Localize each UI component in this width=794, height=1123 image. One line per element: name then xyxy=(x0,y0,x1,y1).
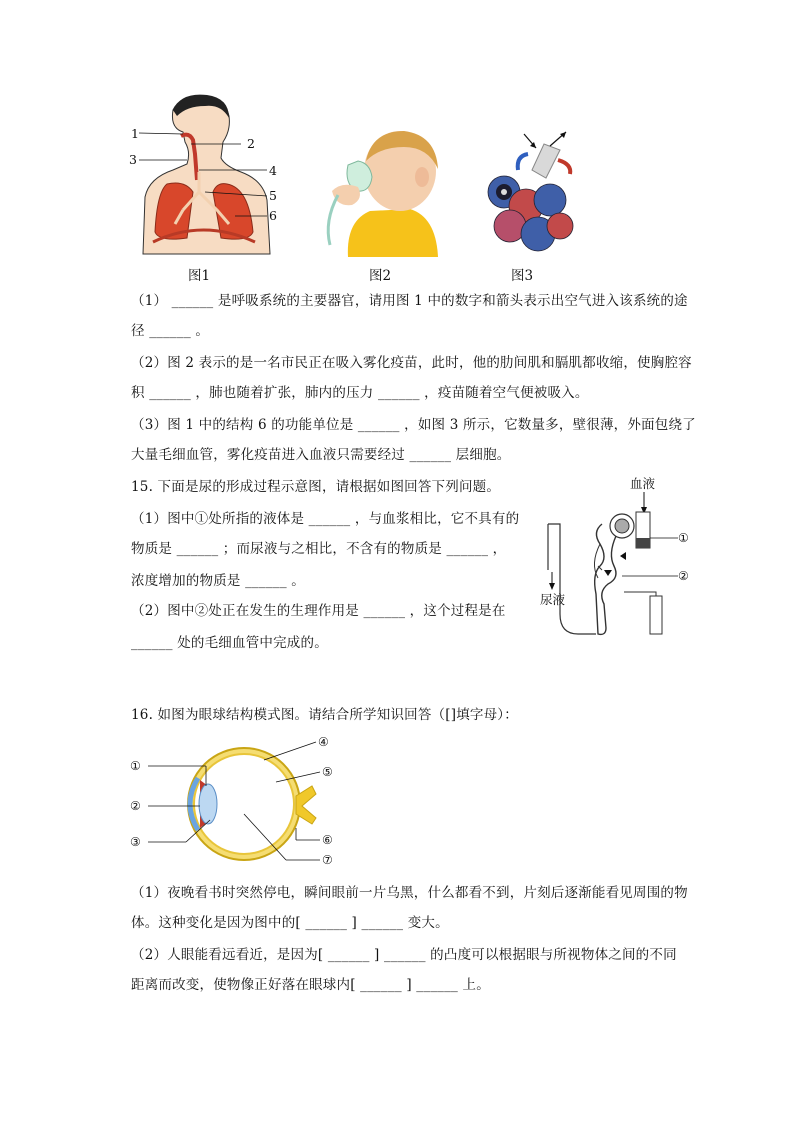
q14-line-6: 大量毛细血管，雾化疫苗进入血液只需要经过 ______ 层细胞。 xyxy=(131,447,511,463)
bronchiole xyxy=(532,144,560,178)
q15-line-5: ______ 处的毛细血管中完成的。 xyxy=(131,635,328,651)
collecting-duct xyxy=(548,524,596,634)
q15-line-1: （1）图中①处所指的液体是 ______ ，与血浆相比，它不具有的 xyxy=(131,511,520,527)
glomerulus xyxy=(615,519,629,533)
fig-mark-1: ① xyxy=(678,531,689,545)
fig1-label-1: 1 xyxy=(131,126,139,141)
eye-mark-1: ① xyxy=(130,759,141,773)
eye-mark-6: ⑥ xyxy=(322,833,333,847)
q16-line-2: 体。这种变化是因为图中的[ ______ ] ______ 变大。 xyxy=(131,915,449,931)
q14-line-3: （2）图 2 表示的是一名市民正在吸入雾化疫苗，此时，他的肋间肌和膈肌都收缩，使胸腔容 xyxy=(131,355,692,371)
eye-mark-2: ② xyxy=(130,799,141,813)
q15-line-4: （2）图中②处正在发生的生理作用是 ______ ，这个过程是在 xyxy=(131,603,506,619)
figure-2-child-with-nebulizer xyxy=(318,125,440,257)
label-blood: 血液 xyxy=(630,476,656,491)
fig1-label-5: 5 xyxy=(269,188,277,203)
lens xyxy=(199,784,217,824)
q16-line-1: （1）夜晚看书时突然停电，瞬间眼前一片乌黑，什么都看不到，片刻后逐渐能看见周围的物 xyxy=(131,885,688,901)
q15-line-2: 物质是 ______ ；而尿液与之相比，不含有的物质是 ______ ， xyxy=(131,541,507,557)
q15-line-3: 浓度增加的物质是 ______ 。 xyxy=(131,573,305,589)
figure-2-caption: 图2 xyxy=(369,268,392,284)
fig1-label-6: 6 xyxy=(269,208,277,223)
figure-nephron xyxy=(538,474,698,640)
eye-mark-3: ③ xyxy=(130,835,141,849)
q15-title: 15. 下面是尿的形成过程示意图，请根据如图回答下列问题。 xyxy=(131,479,501,495)
eye-mark-7: ⑦ xyxy=(322,853,333,867)
shirt xyxy=(348,209,438,257)
q16-title: 16. 如图为眼球结构模式图。请结合所学知识回答（[]填字母）： xyxy=(131,707,518,723)
eye-mark-5: ⑤ xyxy=(322,765,333,779)
fig1-label-4: 4 xyxy=(269,163,277,178)
q14-line-5: （3）图 1 中的结构 6 的功能单位是 ______ ，如图 3 所示，它数量多，壁很薄，外面包绕了 xyxy=(131,417,696,433)
renal-tubule xyxy=(595,524,616,634)
figure-3-caption: 图3 xyxy=(511,268,534,284)
q14-line-2: 径 ______ 。 xyxy=(131,323,210,339)
figure-1-caption: 图1 xyxy=(188,268,211,284)
fig-mark-2: ② xyxy=(678,569,689,583)
figure-1-respiratory-system xyxy=(125,92,285,257)
fig1-label-2: 2 xyxy=(247,136,255,151)
q16-line-4: 距离而改变，使物像正好落在眼球内[ ______ ] ______ 上。 xyxy=(131,977,490,993)
hand xyxy=(332,185,360,205)
q14-line-1: （1） ______ 是呼吸系统的主要器官，请用图 1 中的数字和箭头表示出空气进入该系统的途 xyxy=(131,293,688,309)
tube xyxy=(328,195,338,245)
capillary-tube xyxy=(650,596,662,634)
figure-eyeball xyxy=(126,734,346,868)
q16-line-3: （2）人眼能看远看近，是因为[ ______ ] ______ 的凸度可以根据眼与所视物体之间的不同 xyxy=(131,947,677,963)
fig1-label-3: 3 xyxy=(129,152,137,167)
vessel-red xyxy=(558,160,570,174)
alveoli-cluster xyxy=(488,176,573,251)
vessel-blue xyxy=(518,154,528,170)
figure-3-alveoli xyxy=(480,130,580,260)
ear xyxy=(415,167,429,187)
eye-mark-4: ④ xyxy=(318,735,329,749)
label-urine: 尿液 xyxy=(540,592,566,607)
q14-line-4: 积 ______ ，肺也随着扩张，肺内的压力 ______ ，疫苗随着空气便被吸入。 xyxy=(131,385,589,401)
